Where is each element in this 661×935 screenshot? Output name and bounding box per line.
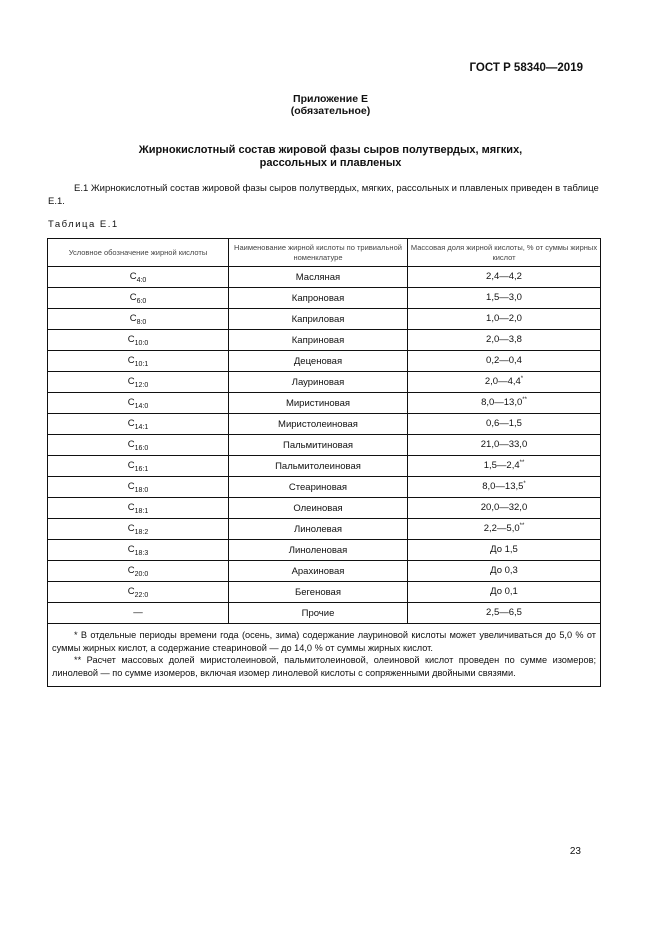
table-caption: Таблица Е.1 xyxy=(48,219,119,230)
table-row xyxy=(48,603,601,624)
mass-fraction-value: 1,0—2,0 xyxy=(486,313,522,325)
mass-fraction xyxy=(408,498,601,519)
table-row xyxy=(48,561,601,582)
acid-name: Олеиновая xyxy=(229,498,408,519)
acid-name: Каприловая xyxy=(229,309,408,330)
mass-fraction xyxy=(408,561,601,582)
column-header-name: Наименование жирной кислоты по тривиальной номенклатуре xyxy=(229,239,408,267)
acid-designation xyxy=(48,561,229,582)
designation-subscript: 20:0 xyxy=(134,570,149,578)
footnote-mark: ** xyxy=(522,397,527,404)
designation-base: C xyxy=(127,438,135,450)
designation-subscript: 12:0 xyxy=(134,381,149,389)
mass-fraction xyxy=(408,519,601,540)
table-row xyxy=(48,351,601,372)
designation-base: C xyxy=(127,354,135,366)
footnote: ** Расчет массовых долей миристолеиновой, пальмитолеиновой, олеиновой кислот проведен по сумме изомеров; линолевой — по сумме изомеров, включая изомер линолевой кислоты с сопряженными двойными связями. xyxy=(52,655,596,678)
designation-base: — xyxy=(133,606,143,618)
acid-name: Миристиновая xyxy=(229,393,408,414)
acid-designation xyxy=(48,582,229,603)
acid-name: Миристолеиновая xyxy=(229,414,408,435)
acid-designation xyxy=(48,519,229,540)
appendix-status: (обязательное) xyxy=(290,105,371,117)
designation-base: C xyxy=(129,270,137,282)
acid-designation xyxy=(48,309,229,330)
designation-base: C xyxy=(127,522,135,534)
mass-fraction-value: 20,0—32,0 xyxy=(480,502,528,514)
acid-name: Прочие xyxy=(229,603,408,624)
table-row xyxy=(48,456,601,477)
table-row xyxy=(48,372,601,393)
acid-designation xyxy=(48,267,229,288)
acid-name: Бегеновая xyxy=(229,582,408,603)
designation-base: C xyxy=(127,585,135,597)
mass-fraction xyxy=(408,351,601,372)
designation-subscript: 16:0 xyxy=(134,444,149,452)
heading-line-2: рассольных и плавленых xyxy=(259,157,402,169)
designation-base: C xyxy=(127,396,135,408)
acid-designation xyxy=(48,498,229,519)
table-row xyxy=(48,267,601,288)
table-row xyxy=(48,498,601,519)
mass-fraction xyxy=(408,603,601,624)
acid-designation xyxy=(48,477,229,498)
acid-designation xyxy=(48,393,229,414)
mass-fraction-value: До 0,1 xyxy=(490,586,518,598)
acid-name: Стеариновая xyxy=(229,477,408,498)
intro-paragraph: Е.1 Жирнокислотный состав жировой фазы сыров полутвердых, мягких, рассольных и плавленых приведен в таблице Е.1. xyxy=(48,183,599,207)
mass-fraction xyxy=(408,540,601,561)
acid-designation xyxy=(48,414,229,435)
mass-fraction-value: 0,6—1,5 xyxy=(486,418,522,430)
acid-name: Капроновая xyxy=(229,288,408,309)
designation-base: C xyxy=(129,291,137,303)
mass-fraction xyxy=(408,456,601,477)
table-row xyxy=(48,582,601,603)
designation-subscript: 14:0 xyxy=(134,402,149,410)
footnote-mark: ** xyxy=(519,523,525,530)
acid-name: Пальмитолеиновая xyxy=(229,456,408,477)
mass-fraction xyxy=(408,414,601,435)
designation-subscript: 18:1 xyxy=(134,507,149,515)
mass-fraction-value: 21,0—33,0 xyxy=(480,439,528,451)
fatty-acid-table xyxy=(47,238,601,687)
mass-fraction xyxy=(408,309,601,330)
table-row xyxy=(48,330,601,351)
mass-fraction xyxy=(408,393,601,414)
designation-base: C xyxy=(129,312,137,324)
acid-name: Каприновая xyxy=(229,330,408,351)
designation-subscript: 8:0 xyxy=(136,318,147,326)
designation-subscript: 18:0 xyxy=(134,486,149,494)
designation-subscript: 18:3 xyxy=(134,549,149,557)
mass-fraction-value: 8,0—13,5 xyxy=(482,481,524,493)
footnote-mark: * xyxy=(520,376,524,383)
footnote-mark: * xyxy=(523,481,526,488)
mass-fraction-value: 2,4—4,2 xyxy=(486,271,522,283)
table-footnotes xyxy=(48,624,601,687)
designation-subscript: 22:0 xyxy=(134,591,149,599)
mass-fraction xyxy=(408,372,601,393)
mass-fraction xyxy=(408,330,601,351)
mass-fraction-value: 2,5—6,5 xyxy=(486,607,522,619)
designation-subscript: 6:0 xyxy=(136,297,147,305)
column-header-mass-fraction: Массовая доля жирной кислоты, % от суммы жирных кислот xyxy=(408,239,601,267)
acid-name: Деценовая xyxy=(229,351,408,372)
acid-name: Масляная xyxy=(229,267,408,288)
mass-fraction xyxy=(408,477,601,498)
acid-designation xyxy=(48,330,229,351)
mass-fraction-value: 2,0—4,4 xyxy=(484,376,521,388)
table-row xyxy=(48,393,601,414)
mass-fraction-value: 0,2—0,4 xyxy=(486,355,522,367)
mass-fraction-value: 1,5—2,4 xyxy=(483,460,520,472)
mass-fraction-value: 2,0—3,8 xyxy=(486,334,522,346)
table-row xyxy=(48,435,601,456)
table-row xyxy=(48,477,601,498)
mass-fraction-value: До 1,5 xyxy=(490,544,518,556)
acid-designation xyxy=(48,351,229,372)
mass-fraction-value: 1,5—3,0 xyxy=(486,292,522,304)
heading-line-1: Жирнокислотный состав жировой фазы сыров полутвердых, мягких, xyxy=(138,144,523,156)
acid-name: Линоленовая xyxy=(229,540,408,561)
designation-subscript: 4:0 xyxy=(136,276,147,284)
table-row xyxy=(48,519,601,540)
table-row xyxy=(48,309,601,330)
appendix-title: Приложение Е xyxy=(293,93,368,105)
designation-subscript: 14:1 xyxy=(134,423,149,431)
designation-base: C xyxy=(127,480,135,492)
acid-designation xyxy=(48,435,229,456)
acid-name: Арахиновая xyxy=(229,561,408,582)
mass-fraction xyxy=(408,435,601,456)
designation-base: C xyxy=(127,543,135,555)
designation-base: C xyxy=(127,375,135,387)
table-row xyxy=(48,288,601,309)
footnote: * В отдельные периоды времени года (осень, зима) содержание лауриновой кислоты может увеличиваться до 5,0 % от суммы жирных кислот, а содержание стеариновой — до 14,0 % от суммы жирных кислот. xyxy=(52,630,596,653)
acid-designation xyxy=(48,540,229,561)
acid-designation xyxy=(48,288,229,309)
mass-fraction-value: До 0,3 xyxy=(490,565,518,577)
table-row xyxy=(48,540,601,561)
mass-fraction-value: 8,0—13,0 xyxy=(481,397,523,409)
acid-designation xyxy=(48,372,229,393)
mass-fraction xyxy=(408,288,601,309)
acid-designation xyxy=(48,603,229,624)
footnote-mark: ** xyxy=(519,460,525,467)
page-number: 23 xyxy=(569,846,581,857)
designation-base: C xyxy=(127,564,135,576)
designation-subscript: 18:2 xyxy=(134,528,149,536)
table-row xyxy=(48,414,601,435)
acid-designation xyxy=(48,456,229,477)
mass-fraction-value: 2,2—5,0 xyxy=(483,523,520,535)
designation-base: C xyxy=(127,333,135,345)
designation-subscript: 16:1 xyxy=(134,465,149,473)
designation-subscript: 10:1 xyxy=(134,360,149,368)
designation-base: C xyxy=(127,501,135,513)
designation-base: C xyxy=(127,459,135,471)
designation-base: C xyxy=(127,417,135,429)
acid-name: Линолевая xyxy=(229,519,408,540)
mass-fraction xyxy=(408,582,601,603)
mass-fraction xyxy=(408,267,601,288)
designation-subscript: 10:0 xyxy=(134,339,149,347)
acid-name: Пальмитиновая xyxy=(229,435,408,456)
column-header-designation: Условное обозначение жирной кислоты xyxy=(48,239,229,267)
acid-name: Лауриновая xyxy=(229,372,408,393)
standard-number: ГОСТ Р 58340—2019 xyxy=(469,62,583,74)
